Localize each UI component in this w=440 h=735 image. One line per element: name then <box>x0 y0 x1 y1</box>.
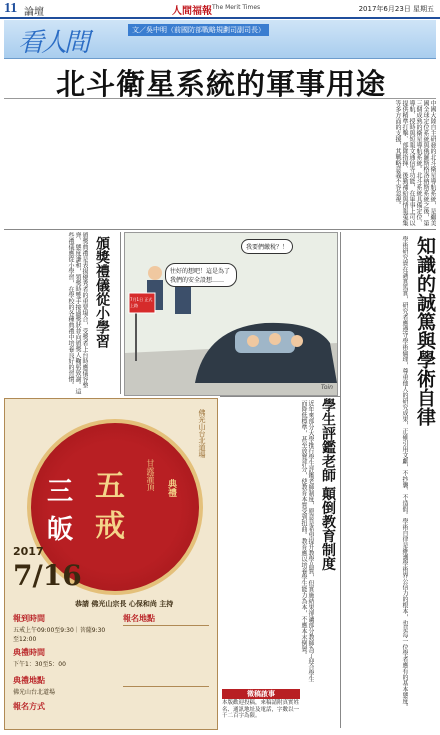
issue-date: 2017年6月23日 星期五 <box>358 5 434 13</box>
ad-venue-text: 佛光山台北道場 <box>13 689 56 696</box>
knowledge-headline: 知識的誠篤與學術自律 <box>414 236 436 426</box>
evaluation-article-body: 近年來部分大學推行學生評鑑老師制度，原意是希望提升教學品質，但實施結果卻讓部分教師為了迎合學生而降低標準，甚至放寬評分，使教育本質受到扭曲。教育應以培養學生能力為本，不應本末倒置。 <box>300 400 314 682</box>
ad-title-wu: 五 <box>95 469 125 504</box>
etiquette-article-body: 頒獎典禮是表揚優秀者的重要場合，受獎者上台時應儀容整齊、態度謙和，領獎時雙手接過獎狀並向頒獎人鞠躬致謝。這些禮儀應從小學習，在學校的各種典禮中培養良好的習慣。 <box>67 232 88 394</box>
road-sign: 7月1日 正式上路 <box>130 297 153 308</box>
submission-box-title: 徵稿啟事 <box>222 689 300 699</box>
ad-side-text: 佛光山台北道場 <box>198 409 206 458</box>
speech-bubble-left: 往好的想吧！這是為了我們的安全設想…… <box>165 263 237 287</box>
section-name: 論壇 <box>24 7 44 18</box>
ceremony-advertisement <box>4 398 218 730</box>
ad-venue-label: 典禮地點 <box>13 676 45 685</box>
ad-title-gui: 皈 <box>47 515 74 545</box>
masthead-english: The Merit Times <box>212 4 261 11</box>
ad-method-label: 報名方式 <box>13 702 45 711</box>
ad-time-text: 下午1：30至5：00 <box>13 661 66 668</box>
main-article-body: 中國大陸自主研發的北斗衛星導航系統，是繼美國全球定位系統與俄羅斯格洛納斯系統之後，第三個成熟的衛星導航系統。北斗系統具備定位、導航、授時與短報文通信等功能，在軍事上可以提供精準打擊、部隊指揮、後勤補給與情報蒐集等多方面的支援，其戰略意義不容忽視。 <box>394 100 436 226</box>
divider <box>220 396 340 397</box>
ad-subtitle: 甘露灌頂 <box>146 459 155 491</box>
speech-bubble-right: 我要們繳稅？！ <box>241 239 293 254</box>
cartoon-artist: Toin <box>320 384 333 391</box>
column-banner <box>4 20 436 59</box>
editorial-cartoon <box>124 232 338 396</box>
ad-register-text: 五戒上午09:00至9:30｜菩薩9:30至12:00 <box>13 627 106 643</box>
evaluation-headline: 學生評鑑老師 顛倒教育制度 <box>320 398 336 571</box>
author-byline: 文／吳中明（前國防部戰略規劃司副司長） <box>128 24 269 36</box>
knowledge-article-body: 學術研究貴在誠實篤實，研究者應遵守學術倫理，尊重他人的研究成果，正確引用文獻，不抄襲、不造假。學術自律是維護學術界公信力的根本，也是每一位學者應有的基本態度。 <box>401 236 408 710</box>
masthead-logo: 人間福報 <box>172 6 212 17</box>
ad-date: 7/16 <box>13 559 82 592</box>
ad-time-label: 典禮時間 <box>13 648 45 657</box>
ad-title-san: 三 <box>47 477 74 507</box>
divider <box>340 232 341 728</box>
cartoon-drawing <box>125 233 337 395</box>
column-logo: 看人間 <box>18 28 88 58</box>
main-headline: 北斗衛星系統的軍事用途 <box>56 67 387 101</box>
divider <box>120 232 121 394</box>
ad-title-jie: 戒 <box>95 509 125 544</box>
ad-register-label: 報到時間 <box>13 614 45 623</box>
ad-host: 恭請 佛光山宗長 心保和尚 主持 <box>75 600 174 608</box>
ad-ceremony-word: 典禮 <box>166 479 176 497</box>
divider <box>4 229 436 230</box>
ad-location-label: 報名地點 <box>123 614 155 623</box>
ad-location-table <box>123 625 209 687</box>
submission-box-body: 本版歡迎投稿，來稿請附真實姓名、通訊地址及電話，字數以一千二百字為限。 <box>222 700 300 719</box>
page-number: 11 <box>4 1 18 16</box>
etiquette-headline: 頒獎禮儀從小學習 <box>94 236 110 348</box>
ad-year: 2017 <box>13 545 44 558</box>
